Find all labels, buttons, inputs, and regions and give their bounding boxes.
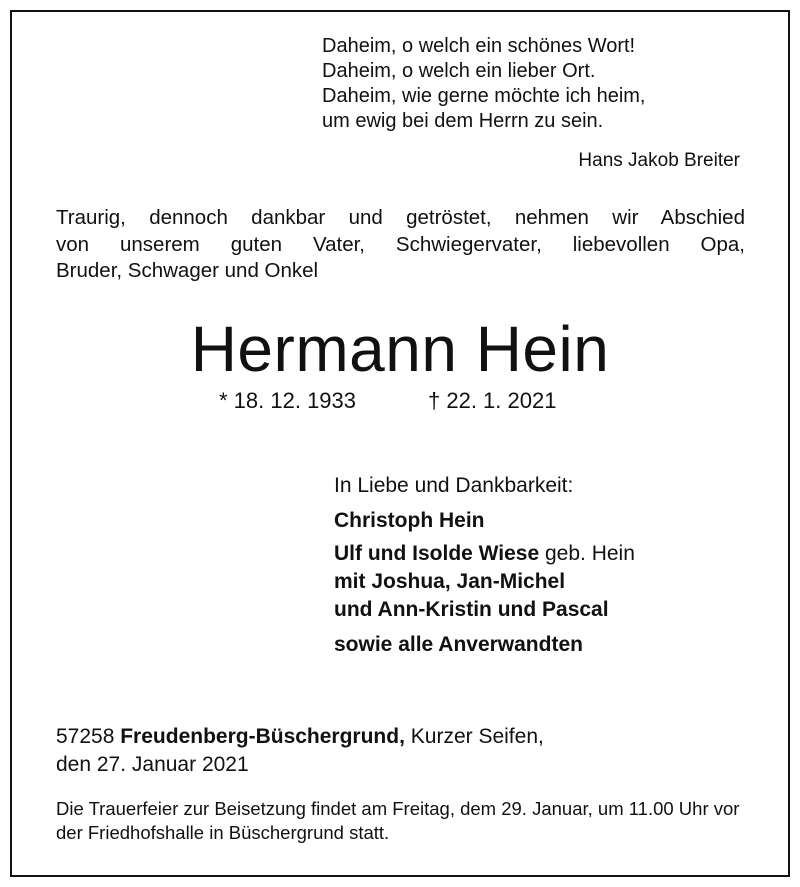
poem-line: Daheim, o welch ein schönes Wort! <box>322 35 636 57</box>
address-zip: 57258 <box>56 725 121 748</box>
mourner-line: und Ann-Kristin und Pascal <box>334 598 609 621</box>
mourner-line: mit Joshua, Jan-Michel <box>334 570 566 593</box>
address-date: den 27. Januar 2021 <box>56 753 249 776</box>
mourner-names: Ulf und Isolde Wiese <box>334 542 540 565</box>
death-date: † 22. 1. 2021 <box>428 388 557 413</box>
poem <box>322 34 645 134</box>
poem-line: Daheim, o welch ein lieber Ort. <box>322 60 596 82</box>
deceased-name: Hermann Hein <box>190 313 610 385</box>
intro-line: Bruder, Schwager und Onkel <box>56 259 319 282</box>
birth-date: * 18. 12. 1933 <box>219 388 357 413</box>
intro-line: von unserem guten Vater, Schwiegervater, liebevollen Opa, <box>56 232 745 256</box>
intro-text <box>56 205 745 285</box>
address <box>56 725 544 749</box>
mourners-title: In Liebe und Dankbarkeit: <box>334 474 574 497</box>
funeral-notice: Die Trauerfeier zur Beisetzung findet am Freitag, dem 29. Januar, um 11.00 Uhr vor der Friedhofshalle in Büschergrund statt. <box>56 798 740 843</box>
mourner-line: sowie alle Anverwandten <box>334 633 583 656</box>
poem-line: um ewig bei dem Herrn zu sein. <box>322 110 604 132</box>
mourner-birthname: geb. Hein <box>539 542 635 565</box>
intro-line: Traurig, dennoch dankbar und getröstet, nehmen wir Abschied <box>56 206 745 229</box>
mourner-line: Christoph Hein <box>334 509 485 532</box>
poem-line: Daheim, wie gerne möchte ich heim, <box>322 85 646 107</box>
address-town: Freudenberg-Büschergrund, <box>120 725 405 748</box>
address-street: Kurzer Seifen, <box>404 725 544 748</box>
poem-author: Hans Jakob Breiter <box>578 150 740 171</box>
mourner-line <box>334 542 635 566</box>
